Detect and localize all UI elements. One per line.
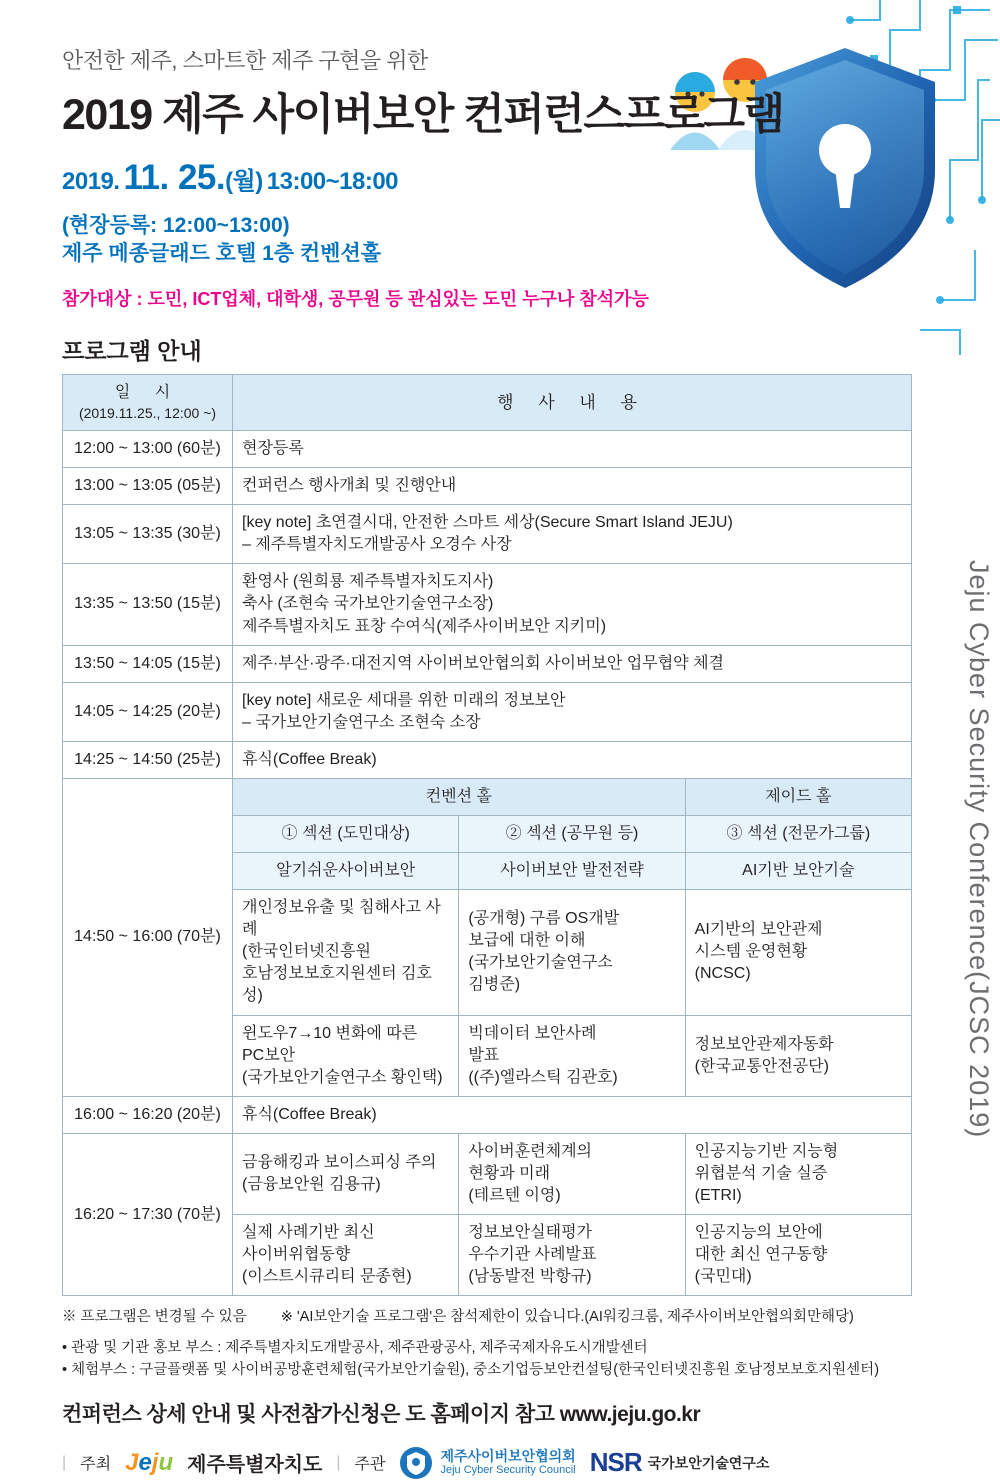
table-row <box>63 468 912 505</box>
session-cell: 정보보안실태평가 우수기관 사례발표 (남동발전 박항규) <box>459 1215 685 1296</box>
page-title: 2019 제주 사이버보안 컨퍼런스프로그램 <box>62 91 784 139</box>
program-section-title: 프로그램 안내 <box>62 337 202 364</box>
row-time: 14:25 ~ 14:50 (25분) <box>63 741 233 778</box>
row-content: 현장등록 <box>233 431 912 468</box>
session-cell: AI기반의 보안관제 시스템 운영현황 (NCSC) <box>685 890 911 1015</box>
break-label: 휴식(Coffee Break) <box>233 1096 912 1133</box>
divider: | <box>336 1453 341 1471</box>
session-3-label: ③ 섹션 (전문가그룹) <box>685 816 911 853</box>
notes-block <box>62 1306 912 1381</box>
time-column-header <box>63 374 233 430</box>
organizer-label: 주관 <box>354 1456 386 1474</box>
row-content: 제주·부산·광주·대전지역 사이버보안협의회 사이버보안 업무협약 체결 <box>233 645 912 682</box>
note-booth-experience: • 체험부스 : 구글플랫폼 및 사이버공방훈련체험(국가보안기술원), 중소기업등보안컨설팅(한국인터넷진흥원 호남정보보호지원센터) <box>62 1362 880 1379</box>
row-content: 휴식(Coffee Break) <box>233 741 912 778</box>
row-time: 13:35 ~ 13:50 (15분) <box>63 564 233 645</box>
theme-3-label: AI기반 보안기술 <box>685 853 911 890</box>
table-header-row <box>63 374 912 430</box>
date-time: 13:00~18:00 <box>266 168 399 195</box>
program-table <box>62 374 912 1297</box>
table-row <box>63 1133 912 1214</box>
date-year: 2019. <box>62 168 120 195</box>
homepage-info[interactable]: 컨퍼런스 상세 안내 및 사전참가신청은 도 홈페이지 참고 www.jeju.go.kr <box>62 1402 701 1426</box>
nsr-mark: NSR <box>589 1447 642 1478</box>
break-row <box>63 1096 912 1133</box>
row-content: 환영사 (원희룡 제주특별자치도지사) 축사 (조현숙 국가보안기술연구소장) 제주특별자치도 표창 수여식(제주사이버보안 지키미) <box>233 564 912 645</box>
table-row <box>63 645 912 682</box>
content-column-header: 행 사 내 용 <box>233 374 912 430</box>
table-row <box>63 431 912 468</box>
poster-subtitle: 안전한 제주, 스마트한 제주 구현을 위한 <box>62 48 428 73</box>
table-row <box>63 682 912 741</box>
nsr-name: 국가보안기술연구소 <box>647 1454 770 1471</box>
row-time: 13:05 ~ 13:35 (30분) <box>63 505 233 564</box>
note-change: ※ 프로그램은 변경될 수 있음 <box>62 1309 247 1326</box>
jeju-cyber-security-council-logo <box>399 1446 575 1480</box>
session-cell: 사이버훈련체계의 현황과 미래 (테르텐 이영) <box>459 1133 685 1214</box>
row-content: 컨퍼런스 행사개최 및 진행안내 <box>233 468 912 505</box>
break-time: 16:00 ~ 16:20 (20분) <box>63 1096 233 1133</box>
time-header-line2: (2019.11.25., 12:00 ~) <box>78 404 217 421</box>
jeju-logo: Jeju <box>125 1448 174 1476</box>
session-cell: 인공지능기반 지능형 위협분석 기술 실증 (ETRI) <box>685 1133 911 1214</box>
council-emblem-icon <box>399 1446 433 1480</box>
footer-logos <box>62 1446 942 1480</box>
session-cell: (공개형) 구름 OS개발 보급에 대한 이해 (국가보안기술연구소 김병준) <box>459 890 685 1015</box>
session-1-label: ① 섹션 (도민대상) <box>233 816 459 853</box>
row-time: 12:00 ~ 13:00 (60분) <box>63 431 233 468</box>
row-content: [key note] 새로운 세대를 위한 미래의 정보보안 – 국가보안기술연구소 조현숙 소장 <box>233 682 912 741</box>
date-day: 11. 25. <box>123 158 226 197</box>
table-row <box>63 505 912 564</box>
session-cell: 금융해킹과 보이스피싱 주의 (금융보안원 김용규) <box>233 1133 459 1214</box>
theme-2-label: 사이버보안 발전전략 <box>459 853 685 890</box>
date-weekday: (월) <box>225 168 263 195</box>
parallel-block2-time: 16:20 ~ 17:30 (70분) <box>63 1133 233 1295</box>
session-2-label: ② 섹션 (공무원 등) <box>459 816 685 853</box>
hall-left-label: 컨벤션 홀 <box>233 778 686 815</box>
session-cell: 인공지능의 보안에 대한 최신 연구동향 (국민대) <box>685 1215 911 1296</box>
host-name: 제주특별자치도 <box>187 1454 323 1477</box>
note-restriction: ※ 'AI보안기술 프로그램'은 참석제한이 있습니다.(AI워킹크룸, 제주사이버보안협의회만해당) <box>280 1309 854 1326</box>
table-row <box>63 564 912 645</box>
row-time: 13:50 ~ 14:05 (15분) <box>63 645 233 682</box>
row-content: [key note] 초연결시대, 안전한 스마트 세상(Secure Smart Island JEJU) – 제주특별자치도개발공사 오경수 사장 <box>233 505 912 564</box>
registration-note: (현장등록: 12:00~13:00) <box>62 214 290 237</box>
venue-block <box>62 212 910 269</box>
nsr-logo <box>590 1447 770 1478</box>
note-booth-promotion: • 관광 및 기관 홍보 부스 : 제주특별자치도개발공사, 제주관광공사, 제주국제자유도시개발센터 <box>62 1339 648 1356</box>
row-time: 13:00 ~ 13:05 (05분) <box>63 468 233 505</box>
target-audience: 참가대상 : 도민, ICT업체, 대학생, 공무원 등 관심있는 도민 누구나 참석가능 <box>62 288 649 309</box>
council-text: 제주사이버보안협의회 Jeju Cyber Security Council <box>440 1448 576 1477</box>
session-cell: 빅데이터 보안사례 발표 ((주)엘라스틱 김관호) <box>459 1015 685 1096</box>
hall-right-label: 제이드 홀 <box>685 778 911 815</box>
hall-header-row <box>63 778 912 815</box>
session-cell: 정보보안관제자동화 (한국교통안전공단) <box>685 1015 911 1096</box>
theme-1-label: 알기쉬운사이버보안 <box>233 853 459 890</box>
vertical-conference-title: Jeju Cyber Security Conference(JCSC 2019) <box>964 560 994 1139</box>
date-line <box>62 158 910 198</box>
divider: | <box>62 1453 67 1471</box>
venue-name: 제주 메종글래드 호텔 1층 컨벤션홀 <box>62 242 382 266</box>
time-header-line1: 일 시 <box>114 383 181 401</box>
session-cell: 실제 사례기반 최신 사이버위협동향 (이스트시큐리티 문종현) <box>233 1215 459 1296</box>
row-time: 14:05 ~ 14:25 (20분) <box>63 682 233 741</box>
session-cell: 윈도우7→10 변화에 따른 PC보안 (국가보안기술연구소 황인택) <box>233 1015 459 1096</box>
host-label: 주최 <box>80 1456 112 1474</box>
session-cell: 개인정보유출 및 침해사고 사례 (한국인터넷진흥원 호남정보보호지원센터 김호성) <box>233 890 459 1015</box>
parallel-block1-time: 14:50 ~ 16:00 (70분) <box>63 778 233 1096</box>
table-row <box>63 741 912 778</box>
